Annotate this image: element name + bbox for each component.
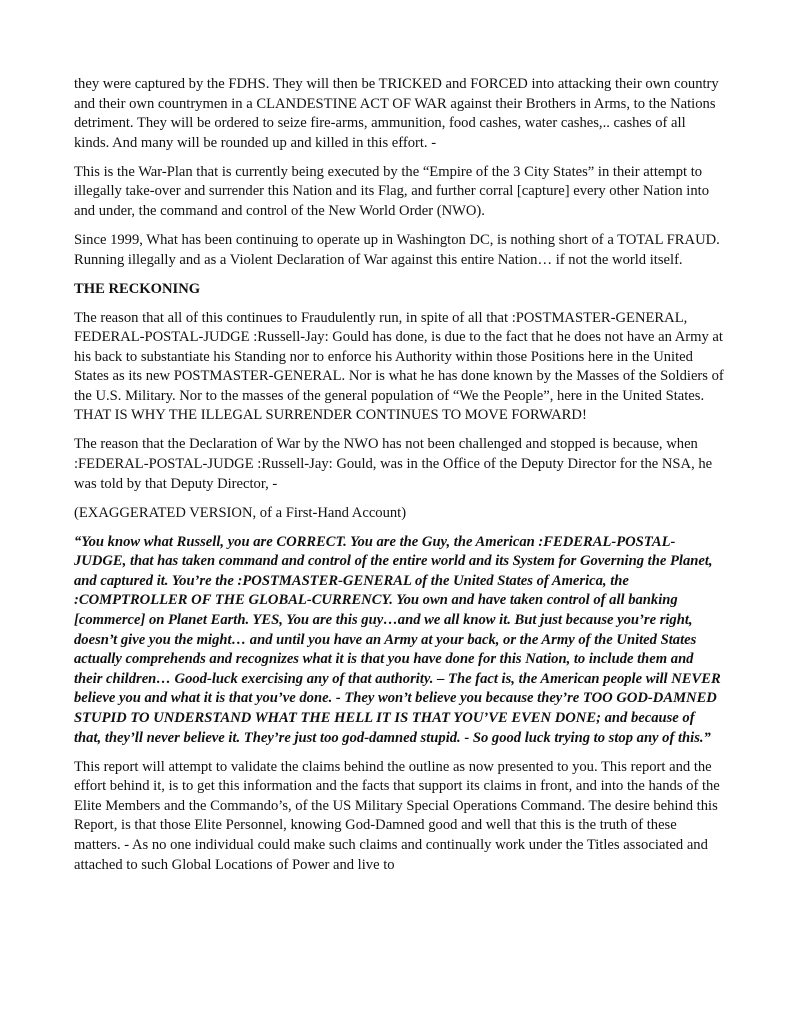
section-heading-the-reckoning: THE RECKONING xyxy=(74,280,201,297)
paragraph-since-1999: Since 1999, What has been continuing to operate up in Washington DC, is nothing short of a TOTAL FRAUD. Running illegally and as a Violent Declaration of War against this entire Nation… if not the world itself. xyxy=(74,231,720,268)
paragraph-captured-fdhs: they were captured by the FDHS. They will then be TRICKED and FORCED into attacking their own country and their own countrymen in a CLANDESTINE ACT OF WAR against their Brothers in Arms, to the Nations detriment. They will be ordered to seize fire-arms, ammunition, food cashes, water cashes,.. cashes of all kinds. And many will be rounded up and killed in this effort. - xyxy=(74,76,719,151)
paragraph-declaration-of-war: The reason that the Declaration of War by the NWO has not been challenged and stopped is because, when :FEDERAL-POSTAL-JUDGE :Russell-Jay: Gould, was in the Office of the Deputy Director for the NSA, he was told by that Deputy Director, - xyxy=(74,436,713,492)
document-page xyxy=(74,75,724,884)
paragraph-fraudulently-run: The reason that all of this continues to Fraudulently run, in spite of all that :POSTMASTER-GENERAL, FEDERAL-POSTAL-JUDGE :Russell-Jay: Gould has done, is due to the fact that he does not have an Army at his back to substantiate his Standing nor to enforce his Authority within those Positions here in the United States as its new POSTMASTER-GENERAL. Nor is what he has done known by the Masses of the Soldiers of the U.S. Military. Nor to the masses of the general population of “We the People”, here in the United States. THAT IS WHY THE ILLEGAL SURRENDER CONTINUES TO MOVE FORWARD! xyxy=(74,309,724,424)
paragraph-war-plan: This is the War-Plan that is currently being executed by the “Empire of the 3 City States” in their attempt to illegally take-over and surrender this Nation and its Flag, and further corral [capture] every other Nation into and under, the command and control of the New World Order (NWO). xyxy=(74,163,710,219)
block-quote-deputy-director: “You know what Russell, you are CORRECT. You are the Guy, the American :FEDERAL-POSTAL-JUDGE, that has taken command and control of the entire world and its System for Governing the Planet, and captured it. You’re the :POSTMASTER-GENERAL of the United States of America, the :COMPTROLLER OF THE GLOBAL-CURRENCY. You own and have taken control of all banking [commerce] on Planet Earth. YES, You are this guy…and we all know it. But just because you’re right, doesn’t give you the might… and until you have an Army at your back, or the Army of the United States actually comprehends and recognizes what it is that you have done for this Nation, to include them and their children… Good-luck exercising any of that authority. – The fact is, the American people will NEVER believe you and what it is that you’ve done. - They won’t believe you because they’re TOO GOD-DAMNED STUPID TO UNDERSTAND WHAT THE HELL IT IS THAT YOU’VE EVEN DONE; and because of that, they’ll never believe it. They’re just too god-damned stupid. - So good luck trying to stop any of this.” xyxy=(74,533,721,746)
paragraph-exaggerated-version: (EXAGGERATED VERSION, of a First-Hand Account) xyxy=(74,504,407,521)
paragraph-report-validation: This report will attempt to validate the claims behind the outline as now presented to you. This report and the effort behind it, is to get this information and the facts that support its claims in front, and into the hands of the Elite Members and the Commando’s, of the US Military Special Operations Command. The desire behind this Report, is that those Elite Personnel, knowing God-Damned good and well that this is the truth of these matters. - As no one individual could make such claims and continually work under the Titles associated and attached to such Global Locations of Power and live to xyxy=(74,758,720,873)
